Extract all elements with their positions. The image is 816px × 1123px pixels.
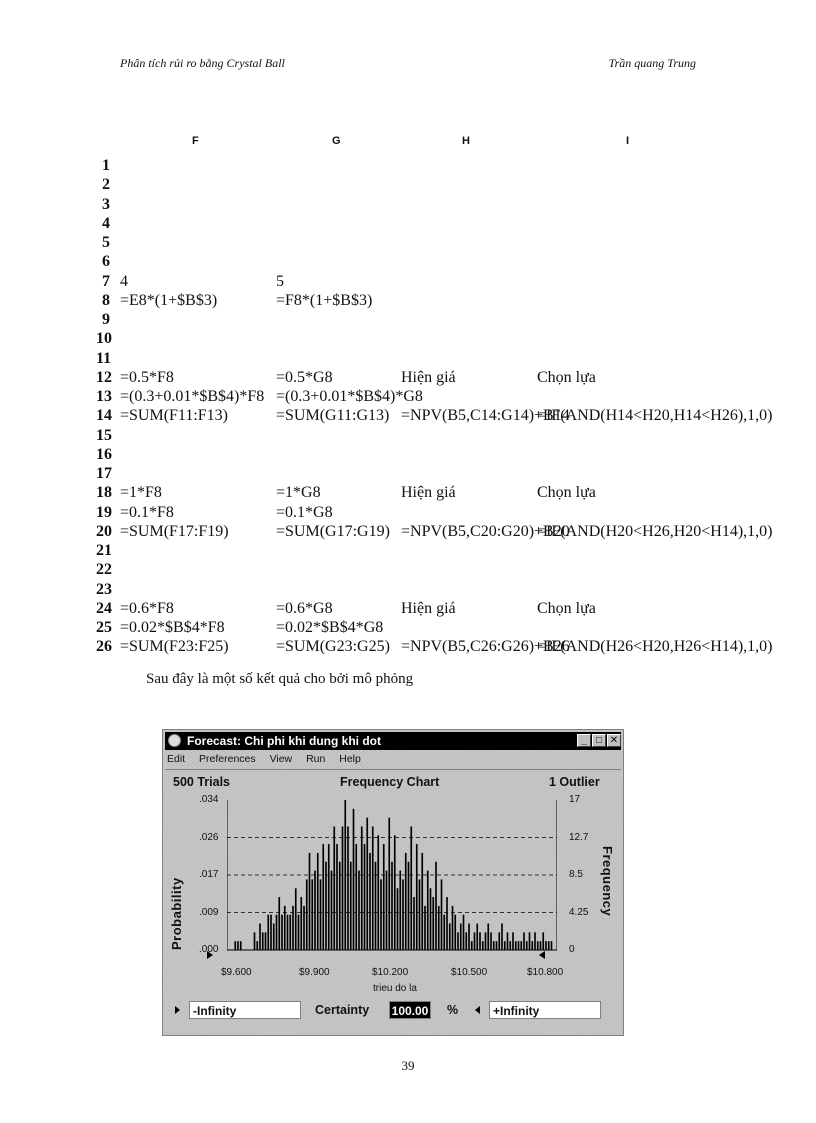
- y-axis-label-left: Probability: [169, 877, 184, 950]
- sheet-row: [96, 503, 736, 521]
- frequency-bar: [424, 906, 426, 950]
- frequency-bar: [520, 941, 522, 950]
- frequency-bar: [402, 879, 404, 950]
- frequency-bar: [454, 915, 456, 950]
- row-number: 4: [102, 214, 110, 232]
- cell-i: =IF(AND(H20<H26,H20<H14),1,0): [537, 522, 773, 540]
- trials-count: 500 Trials: [173, 775, 230, 789]
- row-number: 13: [96, 388, 112, 405]
- frequency-bar: [413, 897, 415, 950]
- frequency-bar: [435, 862, 437, 950]
- sheet-row: [96, 368, 736, 386]
- y-axis-label-right: Frequency: [600, 846, 615, 917]
- cell-f: =0.5*F8: [120, 368, 174, 386]
- column-header-g: G: [332, 135, 341, 147]
- page-number: 39: [401, 1058, 415, 1073]
- frequency-bar: [309, 853, 311, 950]
- x-tick-label: $9.600: [221, 967, 252, 978]
- frequency-bar: [531, 941, 533, 950]
- cell-f: =E8*(1+$B$3): [120, 291, 218, 309]
- frequency-bar: [328, 844, 330, 950]
- row-number: 14: [96, 407, 112, 425]
- app-icon[interactable]: [168, 734, 181, 747]
- frequency-bar: [355, 844, 357, 950]
- sheet-row: [96, 195, 736, 213]
- row-number: 22: [96, 561, 112, 579]
- cell-f: =1*F8: [120, 484, 162, 502]
- frequency-bar: [460, 924, 462, 950]
- frequency-bar: [331, 871, 333, 950]
- column-header-i: I: [626, 135, 630, 147]
- frequency-bar: [496, 941, 498, 950]
- menu-divider: [165, 769, 621, 770]
- sheet-row: [96, 619, 736, 636]
- sheet-row: [96, 349, 736, 367]
- right-tick-label: 12.7: [569, 832, 589, 843]
- frequency-bar: [551, 941, 553, 950]
- frequency-bar: [287, 915, 289, 950]
- frequency-bar: [410, 826, 412, 950]
- left-tick-label: .000: [199, 944, 219, 955]
- row-number: 11: [96, 349, 112, 367]
- sheet-row: [96, 465, 736, 482]
- frequency-bar: [427, 871, 429, 950]
- row-number: 24: [96, 599, 112, 617]
- x-tick-label: $10.500: [451, 967, 488, 978]
- menu-preferences[interactable]: Preferences: [199, 753, 256, 765]
- sheet-row: [96, 291, 736, 309]
- cell-i: =IF(AND(H14<H20,H14<H26),1,0): [537, 407, 773, 425]
- frequency-bar: [375, 862, 377, 950]
- frequency-bar: [303, 906, 305, 950]
- row-number: 18: [96, 484, 112, 502]
- frequency-bar: [256, 941, 258, 950]
- cell-f: =(0.3+0.01*$B$4)*F8: [120, 388, 265, 405]
- row-number: 2: [102, 176, 110, 194]
- frequency-bar: [259, 924, 261, 950]
- cell-f: =SUM(F11:F13): [120, 407, 229, 425]
- sheet-row: [96, 445, 736, 463]
- row-number: 7: [102, 272, 110, 290]
- cell-f: =0.6*F8: [120, 599, 174, 617]
- frequency-bar: [372, 826, 374, 950]
- cell-i: Chọn lựa: [537, 599, 596, 617]
- cell-g: =1*G8: [276, 484, 321, 502]
- frequency-bar: [350, 862, 352, 950]
- x-tick-label: $10.800: [527, 967, 564, 978]
- row-number: 26: [96, 638, 112, 656]
- frequency-bar: [507, 932, 509, 950]
- frequency-bar: [397, 888, 399, 950]
- header-right: Trần quang Trung: [608, 56, 696, 70]
- minimize-icon[interactable]: _: [577, 734, 591, 747]
- cell-f: =SUM(F23:F25): [120, 638, 229, 656]
- close-icon[interactable]: ✕: [607, 734, 621, 747]
- frequency-bar: [529, 932, 531, 950]
- frequency-bar: [314, 871, 316, 950]
- frequency-bar: [267, 915, 269, 950]
- frequency-bar: [383, 844, 385, 950]
- menu-help[interactable]: Help: [339, 753, 361, 765]
- frequency-bar: [518, 941, 520, 950]
- frequency-bar: [317, 853, 319, 950]
- frequency-bar: [504, 941, 506, 950]
- frequency-bar: [284, 906, 286, 950]
- row-number: 16: [96, 445, 112, 463]
- frequency-bar: [358, 871, 360, 950]
- row-number: 6: [102, 253, 110, 271]
- frequency-bar: [254, 932, 256, 950]
- sheet-row: [96, 253, 736, 271]
- row-number: 21: [96, 542, 112, 559]
- frequency-bar: [482, 941, 484, 950]
- cell-f: 4: [120, 272, 128, 290]
- sheet-row: [96, 176, 736, 194]
- cell-g: =0.6*G8: [276, 599, 333, 617]
- frequency-bar: [545, 941, 547, 950]
- frequency-bar: [479, 932, 481, 950]
- certainty-label: Certainty: [315, 1003, 370, 1017]
- frequency-bar: [526, 941, 528, 950]
- frequency-bar: [465, 932, 467, 950]
- right-tick-label: 4.25: [569, 907, 589, 918]
- frequency-bar: [322, 844, 324, 950]
- frequency-bar: [377, 835, 379, 950]
- cell-g: =SUM(G11:G13): [276, 407, 390, 425]
- sheet-row: [96, 272, 736, 290]
- sheet-row: [96, 542, 736, 559]
- frequency-bar: [487, 924, 489, 950]
- frequency-bar: [399, 871, 401, 950]
- frequency-bar: [311, 879, 313, 950]
- frequency-bar: [281, 915, 283, 950]
- sheet-row: [96, 214, 736, 232]
- header-left: Phân tích rủi ro bằng Crystal Ball: [120, 56, 285, 70]
- frequency-bar: [240, 941, 242, 950]
- cell-f: =0.1*F8: [120, 503, 174, 521]
- sheet-row: [96, 426, 736, 444]
- frequency-bar: [405, 853, 407, 950]
- left-grabber-icon[interactable]: [207, 951, 213, 959]
- menu-run[interactable]: Run: [306, 753, 326, 765]
- frequency-bar: [432, 897, 434, 950]
- frequency-bar: [468, 924, 470, 950]
- frequency-bar: [234, 941, 236, 950]
- frequency-bar: [306, 879, 308, 950]
- outlier-count: 1 Outlier: [549, 775, 600, 789]
- row-number: 8: [102, 291, 110, 309]
- right-tick-label: 17: [569, 794, 581, 805]
- frequency-bar: [515, 941, 517, 950]
- frequency-bar: [320, 879, 322, 950]
- row-number: 19: [96, 503, 112, 521]
- frequency-bar: [452, 906, 454, 950]
- frequency-bar: [441, 879, 443, 950]
- frequency-chart: [227, 800, 557, 952]
- cell-g: =SUM(G23:G25): [276, 638, 390, 656]
- frequency-bar: [278, 897, 280, 950]
- maximize-icon[interactable]: □: [592, 734, 606, 747]
- window-title: Forecast: Chi phi khi dung khi dot: [187, 734, 381, 748]
- x-tick-label: $10.200: [372, 967, 409, 978]
- frequency-bar: [457, 932, 459, 950]
- row-number: 17: [96, 465, 112, 482]
- frequency-bar: [270, 915, 272, 950]
- frequency-bar: [501, 924, 503, 950]
- x-axis-label: trieu do la: [373, 983, 417, 994]
- left-tick-label: .026: [199, 832, 219, 843]
- frequency-bar: [276, 915, 278, 950]
- column-header-f: F: [192, 135, 199, 147]
- cell-h: =NPV(B5,C20:G20)+B20: [401, 522, 570, 540]
- frequency-bar: [361, 826, 363, 950]
- sheet-row: [96, 484, 736, 502]
- column-header-h: H: [462, 135, 470, 147]
- left-tick-label: .034: [199, 794, 219, 805]
- cell-f: =SUM(F17:F19): [120, 522, 229, 540]
- row-number: 5: [102, 234, 110, 251]
- frequency-bar: [443, 915, 445, 950]
- frequency-bar: [474, 932, 476, 950]
- left-tick-label: .009: [199, 907, 219, 918]
- cell-g: 5: [276, 272, 284, 290]
- frequency-bar: [476, 924, 478, 950]
- row-number: 1: [102, 157, 110, 174]
- frequency-bar: [498, 932, 500, 950]
- cell-f: =0.02*$B$4*F8: [120, 619, 225, 636]
- sheet-row: [96, 388, 736, 405]
- cell-h: Hiện giá: [401, 484, 456, 502]
- cell-g: =(0.3+0.01*$B$4)*G8: [276, 388, 423, 405]
- frequency-bar: [388, 818, 390, 950]
- frequency-bar: [295, 888, 297, 950]
- menu-bar: [167, 753, 372, 765]
- row-number: 20: [96, 522, 112, 540]
- frequency-bar: [485, 932, 487, 950]
- frequency-bar: [446, 897, 448, 950]
- frequency-bar: [419, 879, 421, 950]
- cell-i: Chọn lựa: [537, 484, 596, 502]
- row-number: 10: [96, 330, 112, 348]
- frequency-bar: [325, 862, 327, 950]
- frequency-bar: [509, 941, 511, 950]
- frequency-bar: [391, 862, 393, 950]
- frequency-bar: [298, 915, 300, 950]
- frequency-bar: [353, 809, 355, 950]
- frequency-bar: [292, 906, 294, 950]
- right-tick-label: 0: [569, 944, 575, 955]
- frequency-bar: [523, 932, 525, 950]
- frequency-bar: [490, 932, 492, 950]
- frequency-bar: [548, 941, 550, 950]
- frequency-bar: [339, 862, 341, 950]
- left-bound-input[interactable]: -Infinity: [189, 1001, 301, 1019]
- cell-h: =NPV(B5,C14:G14)+B14: [401, 407, 570, 425]
- frequency-bar: [380, 879, 382, 950]
- right-field-arrow-icon: [475, 1006, 480, 1014]
- frequency-bar: [347, 826, 349, 950]
- frequency-bar: [421, 853, 423, 950]
- frequency-bar: [408, 862, 410, 950]
- frequency-bar: [449, 924, 451, 950]
- menu-edit[interactable]: Edit: [167, 753, 186, 765]
- cell-g: =0.02*$B$4*G8: [276, 619, 384, 636]
- menu-view[interactable]: View: [269, 753, 293, 765]
- row-number: 3: [102, 195, 110, 213]
- frequency-bar: [333, 826, 335, 950]
- percent-label: %: [447, 1003, 459, 1017]
- row-number: 23: [96, 580, 112, 598]
- sheet-row: [96, 561, 736, 579]
- right-bound-input[interactable]: +Infinity: [489, 1001, 601, 1019]
- frequency-bar: [364, 844, 366, 950]
- frequency-bar: [394, 835, 396, 950]
- cell-g: =0.1*G8: [276, 503, 333, 521]
- frequency-bar: [369, 853, 371, 950]
- sheet-row: [96, 580, 736, 598]
- frequency-bar: [430, 888, 432, 950]
- cell-i: =IF(AND(H26<H20,H26<H14),1,0): [537, 638, 773, 656]
- frequency-bar: [265, 932, 267, 950]
- row-number: 25: [96, 619, 112, 636]
- frequency-bar: [537, 941, 539, 950]
- frequency-bar: [336, 844, 338, 950]
- left-tick-label: .017: [199, 869, 219, 880]
- left-field-arrow-icon: [175, 1006, 180, 1014]
- frequency-bar: [300, 897, 302, 950]
- sheet-row: [96, 311, 736, 328]
- frequency-bar: [262, 932, 264, 950]
- cell-h: Hiện giá: [401, 368, 456, 386]
- x-tick-label: $9.900: [299, 967, 330, 978]
- caption: Sau đây là một số kết quả cho bởi mô phỏng: [146, 671, 414, 687]
- sheet-row: [96, 407, 773, 425]
- frequency-bar: [289, 915, 291, 950]
- sheet-row: [96, 157, 736, 174]
- frequency-bar: [534, 932, 536, 950]
- sheet-row: [96, 522, 773, 540]
- cell-h: Hiện giá: [401, 599, 456, 617]
- frequency-bar: [493, 941, 495, 950]
- cell-i: Chọn lựa: [537, 368, 596, 386]
- row-number: 15: [96, 426, 112, 444]
- title-bar[interactable]: [165, 732, 621, 750]
- frequency-bar: [471, 941, 473, 950]
- frequency-bar: [463, 915, 465, 950]
- chart-title: Frequency Chart: [340, 775, 440, 789]
- cell-g: =F8*(1+$B$3): [276, 291, 373, 309]
- forecast-window: [162, 729, 624, 1036]
- sheet-row: [96, 599, 736, 617]
- frequency-bar: [342, 826, 344, 950]
- frequency-bar: [416, 844, 418, 950]
- sheet-row: [96, 330, 736, 348]
- frequency-bar: [273, 924, 275, 950]
- frequency-bar: [542, 932, 544, 950]
- frequency-bar: [540, 941, 542, 950]
- frequency-bar: [237, 941, 239, 950]
- cell-g: =0.5*G8: [276, 368, 333, 386]
- frequency-bar: [512, 932, 514, 950]
- right-tick-label: 8.5: [569, 869, 583, 880]
- row-number: 12: [96, 368, 112, 386]
- frequency-bar: [344, 800, 346, 950]
- cell-h: =NPV(B5,C26:G26)+B26: [401, 638, 570, 656]
- cell-g: =SUM(G17:G19): [276, 522, 390, 540]
- row-number: 9: [102, 311, 110, 328]
- sheet-row: [96, 234, 736, 251]
- frequency-bar: [366, 818, 368, 950]
- frequency-bar: [438, 906, 440, 950]
- sheet-row: [96, 638, 773, 656]
- certainty-input[interactable]: 100.00: [389, 1001, 431, 1019]
- right-grabber-icon[interactable]: [539, 951, 545, 959]
- frequency-bar: [386, 871, 388, 950]
